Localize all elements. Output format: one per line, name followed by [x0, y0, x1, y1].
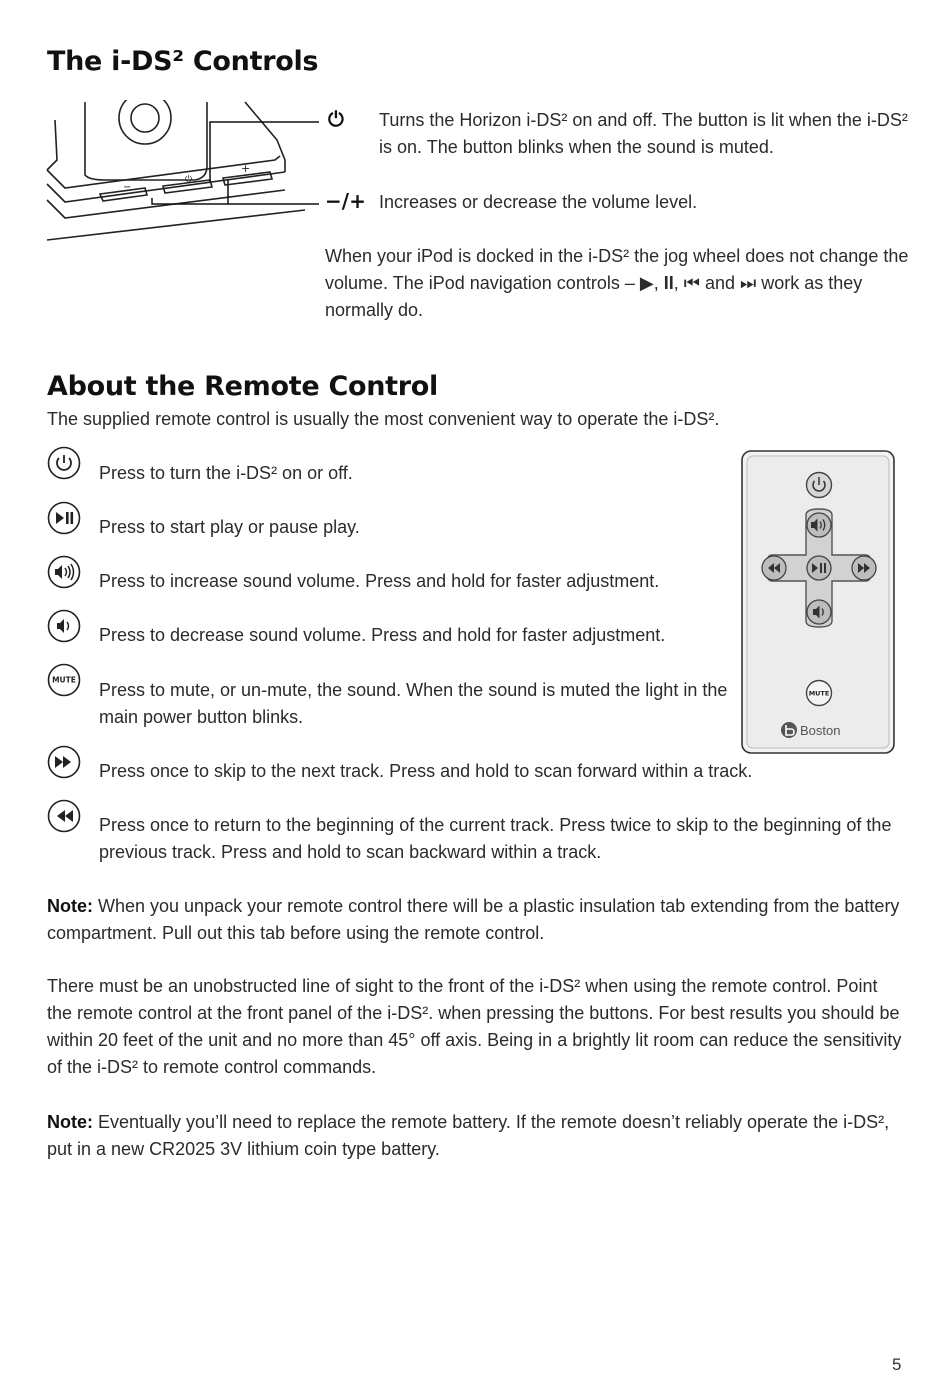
volume-up-icon: [47, 555, 81, 589]
note-label: Note:: [47, 896, 93, 916]
remote-brand-text: Boston: [800, 723, 841, 738]
power-icon: [47, 446, 81, 480]
note-text: When you unpack your remote control there will be a plastic insulation tab extending from the battery compartment. Pull out this tab before using the remote control.: [47, 896, 900, 943]
previous-track-icon: [47, 799, 81, 833]
remote-item-mute: Press to mute, or un-mute, the sound. When the sound is muted the light in the main power button blinks.: [99, 680, 728, 727]
volume-description: Increases or decrease the volume level.: [379, 192, 698, 212]
remote-mute-button: [807, 681, 832, 706]
power-description: Turns the Horizon i-DS² on and off. The button is lit when the i-DS² is on. The button blinks when the sound is muted.: [379, 110, 908, 157]
ipod-note-start: When your iPod is docked in the i-DS² the jog wheel does not change the volume. The iPod navigation controls –: [325, 246, 909, 293]
note-battery: [47, 1109, 907, 1163]
remote-play-pause-button: [807, 556, 831, 580]
svg-text:+: +: [241, 162, 251, 175]
power-icon: ⏻: [328, 107, 344, 131]
remote-illustration: [740, 449, 898, 757]
remote-mute-label: MUTE: [808, 689, 830, 698]
note-text: Eventually you’ll need to replace the remote battery. If the remote doesn’t reliably operate the i-DS², put in a new CR2025 3V lithium coin type battery.: [47, 1112, 890, 1159]
line-of-sight-paragraph: There must be an unobstructed line of sight to the front of the i-DS² when using the remote control. Point the remote control at the front panel of the i-DS². when pressing the buttons. For best results you should be within 20 feet of the unit and no more than 45° off axis. Being in a brightly lit room can reduce the sensitivity of the i-DS² to remote control commands.: [47, 976, 902, 1077]
remote-item-previous: Press once to return to the beginning of the current track. Press twice to skip to the beginning of the previous track. Press and hold to scan backward within a track.: [99, 815, 892, 862]
remote-power-button: [807, 473, 832, 498]
volume-down-icon: [47, 609, 81, 643]
page-number: 5: [892, 1355, 902, 1374]
note-label: Note:: [47, 1112, 93, 1132]
ipod-note-end: work as they normally do.: [325, 273, 863, 320]
previous-glyph: ⏮: [683, 273, 700, 294]
mute-icon: [47, 663, 81, 697]
play-pause-icon: [47, 501, 81, 535]
remote-item-volume-up: Press to increase sound volume. Press and hold for faster adjustment.: [99, 571, 660, 591]
pause-glyph: II: [663, 273, 674, 293]
remote-item-volume-down: Press to decrease sound volume. Press and hold for faster adjustment.: [99, 625, 666, 645]
boston-logo: [781, 722, 840, 738]
play-glyph: ▶: [639, 273, 654, 294]
remote-next-button: [852, 556, 876, 580]
svg-text:−: −: [123, 182, 132, 193]
remote-intro: The supplied remote control is usually the most convenient way to operate the i-DS².: [47, 409, 720, 429]
remote-item-next: Press once to skip to the next track. Press and hold to scan forward within a track.: [99, 761, 753, 781]
next-glyph: ⏭: [740, 273, 757, 294]
ipod-note: When your iPod is docked in the i-DS² the jog wheel does not change the volume. The iPod navigation controls – ▶, II, ⏮ and ⏭ work as they normally do.: [325, 246, 909, 320]
ipod-note-and: and: [699, 273, 740, 293]
volume-glyph: −/+: [325, 189, 366, 213]
remote-item-play-pause: Press to start play or pause play.: [99, 517, 360, 537]
remote-heading: About the Remote Control: [47, 371, 438, 402]
remote-item-power: Press to turn the i-DS² on or off.: [99, 463, 353, 483]
device-illustration: [45, 100, 325, 245]
note-insulation-tab: [47, 893, 907, 947]
svg-text:⏻: ⏻: [185, 175, 193, 185]
remote-previous-button: [762, 556, 786, 580]
remote-volume-up-button: [807, 513, 831, 537]
remote-volume-down-button: [807, 600, 831, 624]
mute-icon-label: MUTE: [52, 675, 76, 685]
controls-heading: The i-DS² Controls: [47, 46, 319, 77]
next-track-icon: [47, 745, 81, 779]
